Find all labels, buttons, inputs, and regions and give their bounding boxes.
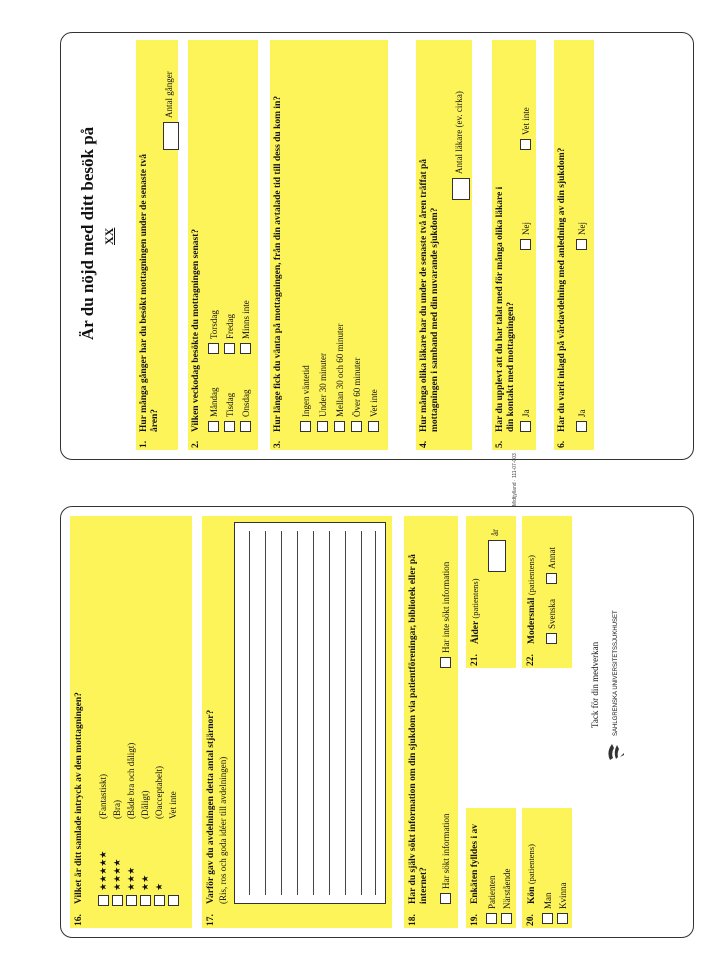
checkbox[interactable] <box>240 343 251 354</box>
checkbox[interactable] <box>98 895 109 906</box>
star-icon: ★ <box>153 882 164 891</box>
comment-textarea[interactable] <box>234 522 386 904</box>
option-dont-know[interactable]: Vet inte <box>520 107 531 150</box>
writing-line <box>345 531 346 895</box>
checkbox[interactable] <box>351 421 362 432</box>
doctors-count-input[interactable] <box>452 178 470 200</box>
checkbox[interactable] <box>546 633 557 644</box>
survey-page-1 <box>60 32 694 460</box>
unit-label: Antal läkare (ev. cirka) <box>454 91 464 174</box>
option-searched[interactable]: Har sökt information <box>440 814 451 905</box>
question-19-panel <box>466 808 516 928</box>
unit-label: Antal gånger <box>164 71 174 118</box>
question-6-panel <box>554 40 594 450</box>
checkbox[interactable] <box>520 421 531 432</box>
writing-line <box>375 531 376 895</box>
writing-line <box>297 531 298 895</box>
option-swedish[interactable]: Svenska <box>546 599 557 644</box>
question-4-panel <box>416 40 472 450</box>
option-no[interactable]: Nej <box>576 222 587 250</box>
option-monday[interactable]: Måndag <box>208 388 219 433</box>
logo <box>608 610 624 762</box>
question-number: 6. <box>557 440 567 448</box>
question-number: 2. <box>191 440 201 448</box>
question-21-text: Ålder (patientens) <box>470 578 481 644</box>
checkbox[interactable] <box>112 895 123 906</box>
question-20-panel <box>522 808 572 928</box>
option-patient[interactable]: Patienten <box>486 876 497 925</box>
option-wednesday[interactable]: Onsdag <box>240 390 251 433</box>
option-not-searched[interactable]: Har inte sökt information <box>440 562 451 668</box>
checkbox[interactable] <box>208 421 219 432</box>
rating-dont-know[interactable]: Vet inte <box>166 743 180 906</box>
option-yes[interactable]: Ja <box>576 410 587 433</box>
question-number: 20. <box>526 914 536 926</box>
logo-text: SAHLGRENSKA UNIVERSITETSSJUKHUSET <box>613 610 619 736</box>
option-30-60[interactable]: Mellan 30 och 60 minuter <box>334 324 345 432</box>
checkbox[interactable] <box>576 421 587 432</box>
writing-line <box>265 531 266 895</box>
checkbox[interactable] <box>557 913 568 924</box>
writing-line <box>329 531 330 895</box>
rating-5[interactable]: ★★★★★ (Fantastiskt) <box>96 743 110 906</box>
option-other[interactable]: Annat <box>546 547 557 584</box>
writing-line <box>361 531 362 895</box>
question-6-text: Har du varit inlagd på vårdavdelning med anledning av din sjukdom? <box>557 147 567 432</box>
writing-line <box>281 531 282 895</box>
question-number: 4. <box>419 440 429 448</box>
question-21-panel <box>466 516 516 668</box>
clinic-placeholder: XX <box>102 227 116 245</box>
checkbox[interactable] <box>224 421 235 432</box>
question-2-text: Vilken veckodag besökte du mottagningen senast? <box>191 228 201 432</box>
question-number: 21. <box>470 654 480 666</box>
question-17-panel <box>202 516 392 928</box>
checkbox[interactable] <box>317 421 328 432</box>
option-over-60[interactable]: Över 60 minuter <box>351 358 362 432</box>
question-18-panel <box>404 516 458 928</box>
question-18-text: Har du själv sökt information om din sjukdom via patientföreningar, bibliotek eller på internet? <box>408 554 429 904</box>
question-16-text: Vilket är ditt samlade intryck av den mottagningen? <box>74 692 84 904</box>
checkbox[interactable] <box>208 343 219 354</box>
rating-2[interactable]: ★★ (Dåligt) <box>138 743 152 906</box>
checkbox[interactable] <box>440 893 451 904</box>
checkbox[interactable] <box>126 895 137 906</box>
option-thursday[interactable]: Torsdag <box>208 310 219 354</box>
rating-1[interactable]: ★ (Oacceptabelt) <box>152 743 166 906</box>
question-19-text: Enkäten fylldes i av <box>470 824 480 904</box>
checkbox[interactable] <box>224 343 235 354</box>
checkbox[interactable] <box>240 421 251 432</box>
question-20-text: Kön (patientens) <box>526 844 537 904</box>
unit-label: år <box>490 529 500 536</box>
question-1-panel <box>136 40 178 450</box>
star-icon: ★★★★★ <box>97 850 108 891</box>
star-icon: ★★ <box>139 874 150 891</box>
option-under-30[interactable]: Under 30 minuter <box>317 353 328 432</box>
checkbox[interactable] <box>520 239 531 250</box>
option-dont-know[interactable]: Vet inte <box>368 389 379 432</box>
checkbox[interactable] <box>168 895 179 906</box>
question-3-panel <box>270 40 388 450</box>
checkbox[interactable] <box>486 913 497 924</box>
question-number: 17. <box>206 914 216 926</box>
question-number: 22. <box>526 654 536 666</box>
question-number: 1. <box>139 440 149 448</box>
option-friday[interactable]: Fredag <box>224 314 235 354</box>
sahlgrenska-logo-icon <box>608 740 624 762</box>
question-1-text: Hur många gånger har du besökt mottagningen under de senaste två åren? <box>139 154 160 432</box>
writing-line <box>313 531 314 895</box>
question-16-panel <box>70 516 192 928</box>
option-dont-remember[interactable]: Minns inte <box>240 300 251 354</box>
rating-3[interactable]: ★★★ (Både bra och dåligt) <box>124 743 138 906</box>
question-number: 16. <box>74 914 84 926</box>
rating-4[interactable]: ★★★★ (Bra) <box>110 743 124 906</box>
checkbox[interactable] <box>546 573 557 584</box>
page-title: Är du nöjd med ditt besök på <box>78 126 97 340</box>
checkbox[interactable] <box>300 421 311 432</box>
writing-line <box>249 531 250 895</box>
option-female[interactable]: Kvinna <box>557 883 568 925</box>
checkbox[interactable] <box>542 913 553 924</box>
question-22-text: Modersmål (patientens) <box>526 555 537 644</box>
checkbox[interactable] <box>334 421 345 432</box>
question-number: 3. <box>273 440 283 448</box>
checkbox[interactable] <box>368 421 379 432</box>
question-number: 19. <box>470 914 480 926</box>
option-relative[interactable]: Närstående <box>501 869 512 924</box>
checkbox[interactable] <box>440 657 451 668</box>
question-4-text: Hur många olika läkare har du under de senaste två åren träffat på mottagningen i samband med din nuvarande sjukdom? <box>419 158 440 432</box>
star-icon: ★★★★ <box>111 858 122 891</box>
checkbox[interactable] <box>520 139 531 150</box>
checkbox[interactable] <box>140 895 151 906</box>
star-icon: ★★★ <box>125 866 136 891</box>
survey-page-2 <box>60 506 694 938</box>
question-17-subtext: (Ris, ros och goda idéer till avdelningen) <box>218 756 228 904</box>
checkbox[interactable] <box>154 895 165 906</box>
option-yes[interactable]: Ja <box>520 410 531 433</box>
option-no-wait[interactable]: Ingen väntetid <box>300 365 311 432</box>
rating-options <box>96 743 180 906</box>
option-no[interactable]: Nej <box>520 222 531 250</box>
option-tuesday[interactable]: Tisdag <box>224 393 235 432</box>
question-22-panel <box>522 516 572 668</box>
checkbox[interactable] <box>501 913 512 924</box>
visits-count-input[interactable] <box>163 122 179 150</box>
age-input[interactable] <box>488 540 506 572</box>
question-number: 18. <box>408 914 418 926</box>
question-2-panel <box>188 40 258 450</box>
checkbox[interactable] <box>576 239 587 250</box>
option-male[interactable]: Man <box>542 893 553 925</box>
question-number: 5. <box>495 440 505 448</box>
thanks-text: Tack för din medverkan <box>590 641 600 728</box>
question-17-text: Varför gav du avdelningen detta antal stjärnor? <box>206 709 216 904</box>
question-5-text: Har du upplevt att du har talat med för många olika läkare i din kontakt med mottagningen? <box>495 186 516 432</box>
question-3-text: Hur länge fick du vänta på mottagningen, från din avtalade tid till dess du kom in? <box>273 95 283 432</box>
